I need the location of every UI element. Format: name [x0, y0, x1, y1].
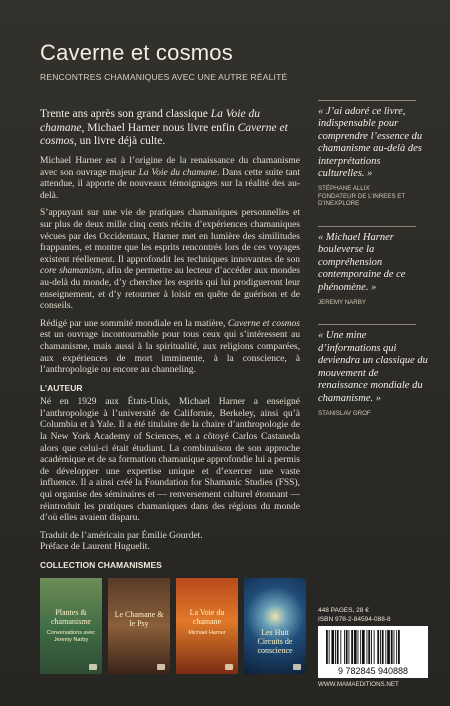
barcode-bar: [349, 630, 350, 664]
pages-price: 448 PAGES, 28 €: [318, 607, 369, 614]
quote-text: « Une mine d’informations qui deviendra un classique du mouvement de renaissance mondiale du chamanisme. »: [318, 330, 428, 404]
collection-books: [40, 578, 308, 674]
barcode-bar: [337, 630, 339, 664]
isbn: ISBN 978-2-84594-088-8: [318, 616, 391, 623]
barcode-bar: [374, 630, 375, 664]
barcode-bar: [331, 630, 334, 664]
barcode-bar: [346, 630, 348, 664]
barcode-bar: [398, 630, 400, 664]
book-cover-title: La Voie du chamane: [189, 608, 225, 626]
barcode-bar: [351, 630, 353, 664]
barcode-icon: [318, 626, 428, 678]
barcode-bar: [358, 630, 359, 664]
paragraph-3: Rédigé par une sommité mondiale en la matière, Caverne et cosmos est un ouvrage incontournable pour tous ceux qui s’intéressent au chamanisme, mais aussi à la spiritualité, aux religions comparées, aux expériences de mort imminente, à la conscience, à l’anthropologie ou encore au channeling.: [40, 318, 300, 376]
divider: [318, 100, 416, 101]
publisher-logo-icon: [157, 664, 165, 670]
collection-heading: COLLECTION CHAMANISMES: [40, 560, 162, 570]
book-subtitle: RENCONTRES CHAMANIQUES AVEC UNE AUTRE RÉALITÉ: [40, 72, 288, 82]
barcode-bar: [368, 630, 370, 664]
barcode-bar: [394, 630, 395, 664]
author-heading: L’AUTEUR: [40, 382, 83, 393]
book-cover-title: Plantes & chamanisme: [51, 608, 91, 626]
barcode-bar: [371, 630, 372, 664]
intro-paragraph: Trente ans après son grand classique La Voie du chamane, Michael Harner nous livre enfin Caverne et cosmos, un livre déjà culte.: [40, 108, 288, 147]
book-cover-voie-chamane: [176, 578, 238, 674]
barcode-bar: [391, 630, 393, 664]
book-cover-title: Les Huit Circuits de conscience: [257, 628, 293, 655]
barcode-bar: [354, 630, 357, 664]
barcode-bar: [387, 630, 390, 664]
review-quotes: [318, 100, 428, 435]
barcode-bar: [335, 630, 336, 664]
publisher-website: WWW.MAMAEDITIONS.NET: [318, 681, 399, 688]
quote-source: STANISLAV GROF: [318, 409, 371, 417]
barcode-bar: [326, 630, 328, 664]
barcode-bar: [377, 630, 379, 664]
barcode-bar: [396, 630, 397, 664]
quote-text: « Michael Harner bouleverse la compréhension contemporaine de ce phénomène. »: [318, 231, 406, 293]
barcode-bar: [382, 630, 384, 664]
preface-credit: Préface de Laurent Huguelit.: [40, 542, 150, 553]
paragraph-2: S’appuyant sur une vie de pratiques chamaniques personnelles et sur plus de deux mille cinq cents récits d’expériences chamaniques vécues par des Occidentaux, Harner met en lumière des similitudes frappantes, et montre que les esprits rencontrés lors de ces voyages existent réellement. Il approfondit les techniques innovantes de son core shamanism, afin de permettre au lecteur d’accéder aux mondes au-delà du monde, d’y chercher les esprits qui lui prodigueront leur enseignement, et d’y retourner à loisir en quête de guérison et de conseils.: [40, 208, 300, 312]
quote-source: JEREMY NARBY: [318, 298, 367, 306]
barcode: [318, 626, 428, 678]
quote-narby: [318, 226, 428, 307]
quote-allix: [318, 100, 428, 208]
author-bio: Né en 1929 aux États-Unis, Michael Harner a enseigné l’anthropologie à l’université de Californie, Berkeley, ainsi qu’à Columbia et à Yale. Il a été titulaire de la chaire d’anthropologie de la New York Academy of Sciences, et a côtoyé Carlos Castaneda alors que celui-ci était étudiant. La combinaison de son approche académique et de sa formation chamanique approfondie lui a permis de développer une expertise unique et d’exercer une vaste influence. Il a ainsi créé la Foundation for Shamanic Studies (FSS), qui organise des séminaires et — renversement culturel étonnant — réintroduit les pratiques chamaniques dans des régions du monde d’où elles avaient disparu.: [40, 397, 300, 524]
paragraph-1: Michael Harner est à l’origine de la renaissance du chamanisme avec son ouvrage majeur La Voie du chamane. Dans cette suite tant attendue, il apporte de nouveaux témoignages sur la réalité des au-delà.: [40, 156, 301, 201]
publisher-logo-icon: [225, 664, 233, 670]
translator-credit: Traduit de l’américain par Émilie Gourdet.: [40, 530, 203, 541]
book-cover-chamane-psy: [108, 578, 170, 674]
quote-grof: [318, 324, 428, 417]
publisher-logo-icon: [293, 664, 301, 670]
barcode-bar: [360, 630, 361, 664]
divider: [318, 324, 416, 325]
book-title: Caverne et cosmos: [40, 40, 233, 65]
barcode-bar: [329, 630, 330, 664]
book-cover-subtitle: Conversations avec Jeremy Narby: [46, 630, 96, 643]
book-cover-title: Le Chamane & le Psy: [114, 610, 164, 628]
book-cover-huit-circuits: [244, 578, 306, 674]
quote-text: « J’ai adoré ce livre, indispensable pour comprendre l’essence du chamanisme au-delà des interprétations culturelles. »: [318, 106, 423, 180]
publisher-logo-icon: [89, 664, 97, 670]
book-meta: [318, 606, 391, 624]
barcode-bar: [385, 630, 386, 664]
barcode-bar: [362, 630, 365, 664]
barcode-bar: [367, 630, 368, 664]
quote-source: STÉPHANE ALLIX FONDATEUR DE L’INREES ET D’INEXPLORE: [318, 185, 406, 208]
barcode-bar: [340, 630, 341, 664]
barcode-bar: [380, 630, 381, 664]
book-cover-plantes: [40, 578, 102, 674]
credits: [40, 531, 300, 554]
barcode-bar: [344, 630, 345, 664]
main-text: [40, 156, 300, 554]
book-cover-subtitle: Michael Harner: [188, 630, 226, 636]
divider: [318, 226, 416, 227]
barcode-number: 9 782845 940888: [337, 666, 409, 676]
